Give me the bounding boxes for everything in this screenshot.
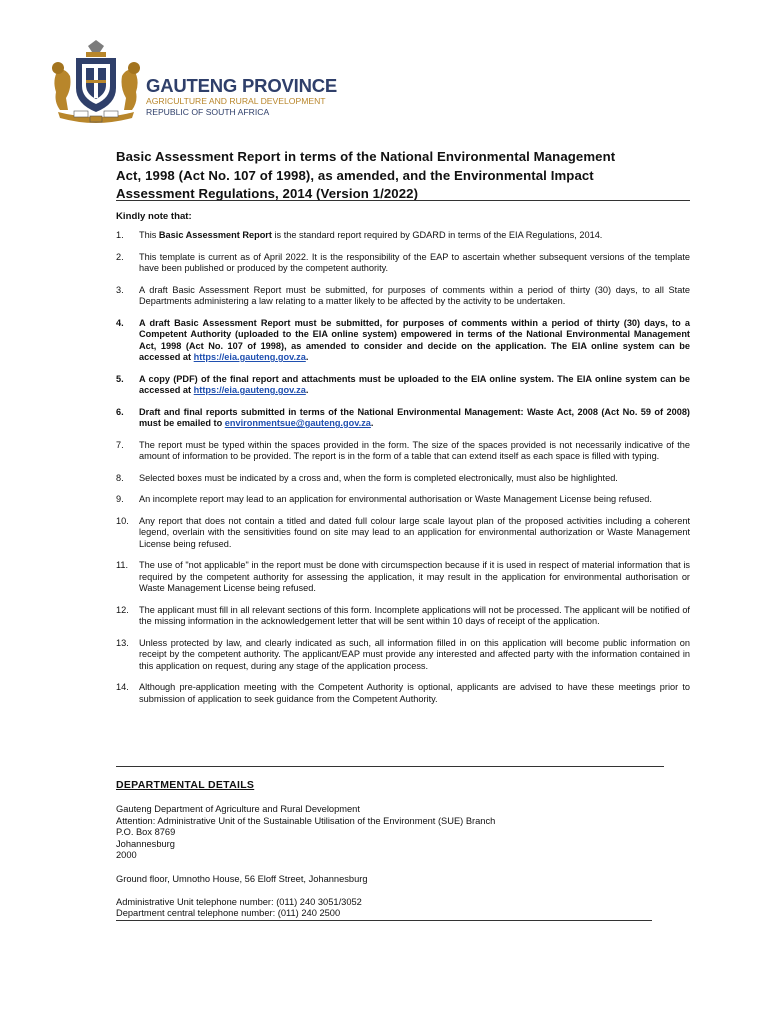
notes-list — [116, 230, 690, 715]
address-line: Johannesburg — [116, 838, 175, 849]
list-item — [116, 318, 690, 364]
list-item — [116, 407, 690, 430]
eia-online-link[interactable]: https://eia.gauteng.gov.za — [193, 385, 306, 395]
item-text: A copy (PDF) of the final report and attachments must be uploaded to the EIA online system. The EIA online system can be accessed at https://eia.gauteng.gov.za. — [139, 373, 690, 395]
item-number: 9. — [116, 494, 124, 504]
departmental-details-heading: DEPARTMENTAL DETAILS — [116, 779, 255, 791]
address-line: Attention: Administrative Unit of the Sustainable Utilisation of the Environment (SUE) Branch — [116, 815, 496, 826]
province-name: GAUTENG PROVINCE — [146, 75, 338, 96]
section-divider — [116, 766, 664, 767]
department-name: AGRICULTURE AND RURAL DEVELOPMENT — [146, 96, 326, 106]
document-title — [116, 148, 690, 204]
note-lead: Kindly note that: — [116, 211, 192, 222]
item-number: 1. — [116, 230, 124, 240]
item-text: The use of "not applicable" in the report must be done with circumspection because if it is used in respect of material information that is required by the competent authority for assessing the application, it may result in the application for environmental authorisation or Waste Management License being refused. — [139, 560, 690, 593]
item-text: Draft and final reports submitted in terms of the National Environmental Management: Waste Act, 2008 (Act No. 59 of 2008) must be emailed to environmentsue@gauteng.gov.za. — [139, 406, 690, 428]
list-item — [116, 605, 690, 628]
list-item — [116, 230, 690, 242]
item-number: 13. — [116, 637, 129, 648]
item-text: A draft Basic Assessment Report must be submitted, for purposes of comments within a period of thirty (30) days, to a Competent Authority (uploaded to the EIA online system) empowered in terms of the National Environmental Management Act, 1998 (Act No. 107 of 1998), as amended to consider and decide on the application. The EIA online system can be accessed at https://eia.gauteng.gov.za. — [139, 317, 690, 362]
departmental-details — [116, 804, 495, 920]
item-text: A draft Basic Assessment Report must be submitted, for purposes of comments within a period of thirty (30) days, to all State Departments administering a law relating to a matter likely to be affected by the activity to be undertaken. — [139, 284, 690, 306]
gauteng-logo — [44, 40, 338, 126]
address-line: P.O. Box 8769 — [116, 827, 176, 838]
item-number: 3. — [116, 284, 124, 295]
item-number: 14. — [116, 682, 129, 692]
item-number: 5. — [116, 373, 124, 384]
list-item — [116, 516, 690, 551]
item-number: 8. — [116, 472, 124, 483]
item-text: Any report that does not contain a titled and dated full colour large scale layout plan of the proposed activities including a coherent legend, overlain with the sensitivities found on site may lead to an application for environmental authorization or Waste Management License being refused. — [139, 515, 690, 549]
item-number: 4. — [116, 317, 124, 328]
address-line: 2000 — [116, 850, 137, 861]
item-text: Although pre-application meeting with the Competent Authority is optional, applicants are advised to have these meetings prior to submission of application to seek guidance from the Competent Authority. — [139, 682, 690, 704]
item-number: 2. — [116, 251, 124, 262]
coat-of-arms-icon — [44, 40, 148, 126]
phone-line: Department central telephone number: (011) 240 2500 — [116, 908, 341, 919]
item-number: 12. — [116, 604, 129, 615]
list-item — [116, 494, 690, 506]
list-item — [116, 440, 690, 463]
item-text: The report must be typed within the spaces provided in the form. The size of the spaces provided is not necessarily indicative of the amount of information to be provided. The report is in the form of a table that can extend itself as each space is filled with typing. — [139, 439, 690, 461]
list-item — [116, 374, 690, 397]
list-item — [116, 285, 690, 308]
title-line: Act, 1998 (Act No. 107 of 1998), as amended, and the Environmental Impact — [116, 167, 594, 183]
list-item — [116, 560, 690, 595]
country-name: REPUBLIC OF SOUTH AFRICA — [146, 107, 270, 117]
physical-address: Ground floor, Umnotho House, 56 Eloff Street, Johannesburg — [116, 873, 368, 884]
address-line: Gauteng Department of Agriculture and Rural Development — [116, 804, 360, 814]
list-item — [116, 473, 690, 485]
item-text: This template is current as of April 2022. It is the responsibility of the EAP to ascertain whether subsequent versions of the template have been published or produced by the competent authority. — [139, 251, 690, 273]
title-line: Assessment Regulations, 2014 (Version 1/2022) — [116, 186, 419, 201]
list-item — [116, 682, 690, 705]
list-item — [116, 252, 690, 275]
eia-online-link[interactable]: https://eia.gauteng.gov.za — [193, 352, 306, 362]
list-item — [116, 638, 690, 673]
item-text: This Basic Assessment Report is the standard report required by GDARD in terms of the EIA Regulations, 2014. — [139, 230, 603, 240]
item-number: 7. — [116, 439, 124, 450]
item-text: Selected boxes must be indicated by a cross and, when the form is completed electronically, must also be highlighted. — [139, 472, 618, 483]
item-text: Unless protected by law, and clearly indicated as such, all information filled in on this application will become public information on receipt by the competent authority. The applicant/EAP must provide any interested and affected party with the information contained in this application on request, during any stage of the application process. — [139, 637, 690, 671]
title-line: Basic Assessment Report in terms of the National Environmental Management — [116, 149, 616, 164]
item-text: An incomplete report may lead to an application for environmental authorisation or Waste Management License being refused. — [139, 494, 652, 504]
item-number: 11. — [116, 560, 129, 570]
email-link[interactable]: environmentsue@gauteng.gov.za — [224, 418, 371, 428]
section-divider — [116, 920, 652, 921]
phone-line: Administrative Unit telephone number: (011) 240 3051/3052 — [116, 896, 362, 907]
item-text: The applicant must fill in all relevant sections of this form. Incomplete applications will not be processed. The applicant will be notified of the missing information in the acknowledgement letter that will be sent within 10 days of receipt of the application. — [139, 604, 690, 626]
item-number: 10. — [116, 515, 129, 526]
title-divider — [116, 200, 690, 201]
item-number: 6. — [116, 406, 124, 417]
